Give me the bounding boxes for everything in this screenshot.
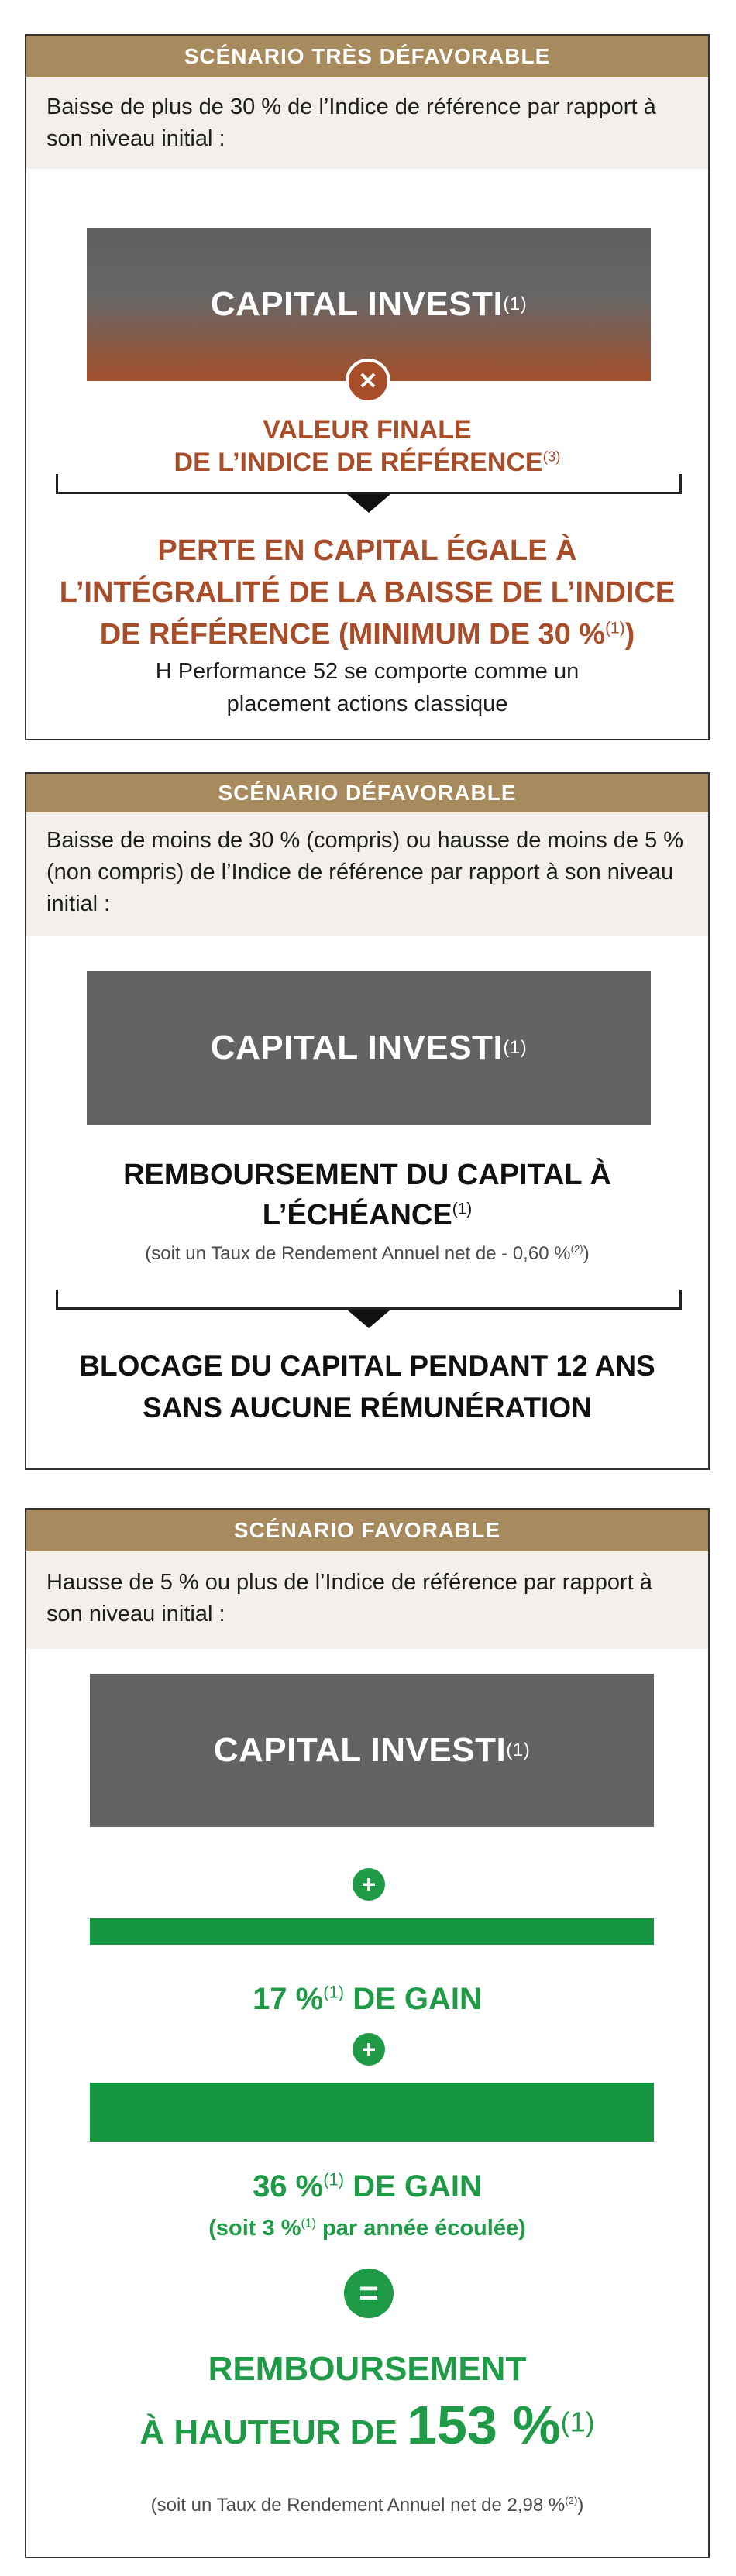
valeur-finale-label bbox=[26, 414, 708, 479]
valeur-line2-text: DE L’INDICE DE RÉFÉRENCE bbox=[174, 448, 543, 477]
scenario-header: SCÉNARIO TRÈS DÉFAVORABLE bbox=[26, 36, 708, 77]
capital-investi-box: CAPITAL INVESTI (1) bbox=[87, 228, 651, 381]
tra-close: ) bbox=[583, 1243, 590, 1264]
perte-en-capital-text bbox=[26, 530, 708, 655]
gain2-value: 36 % bbox=[253, 2169, 324, 2203]
tra-text: (soit un Taux de Rendement Annuel net de - 0,60 % bbox=[145, 1243, 571, 1264]
perte-close: ) bbox=[624, 618, 635, 651]
gain2-suffix: DE GAIN bbox=[344, 2169, 482, 2203]
taux-rendement-note bbox=[26, 2495, 708, 2516]
valeur-line1: VALEUR FINALE bbox=[263, 415, 472, 445]
scenario-header: SCÉNARIO DÉFAVORABLE bbox=[26, 774, 708, 812]
gain-bar-large bbox=[90, 2083, 654, 2142]
remb-line1: REMBOURSEMENT DU CAPITAL À bbox=[123, 1159, 611, 1191]
footnote-ref: (1) bbox=[323, 1982, 345, 2002]
footnote-ref: (1) bbox=[560, 2406, 595, 2438]
gain1-value: 17 % bbox=[253, 1982, 324, 2016]
blocage-line1: BLOCAGE DU CAPITAL PENDANT 12 ANS bbox=[79, 1350, 655, 1382]
result-value: 153 % bbox=[407, 2395, 561, 2455]
footnote-ref: (1) bbox=[452, 1200, 473, 1218]
plus-icon: + bbox=[353, 1868, 385, 1901]
remb-line2 bbox=[26, 1195, 708, 1235]
times-icon: ✕ bbox=[346, 359, 390, 404]
remboursement-hauteur bbox=[26, 2392, 708, 2465]
result-line2-pre: À HAUTEUR DE bbox=[139, 2413, 408, 2451]
blocage-line2: SANS AUCUNE RÉMUNÉRATION bbox=[143, 1392, 592, 1424]
scenario-description: Baisse de moins de 30 % (compris) ou hausse de moins de 5 % (non compris) de l’Indice de référence par rapport à son niveau initial : bbox=[26, 812, 708, 936]
capital-label: CAPITAL INVESTI bbox=[213, 1731, 507, 1769]
equals-icon: = bbox=[344, 2269, 394, 2318]
gain2-sub-post: par année écoulée) bbox=[315, 2216, 526, 2241]
gain-36-text bbox=[26, 2169, 708, 2204]
scenario-description: Hausse de 5 % ou plus de l’Indice de référence par rapport à son niveau initial : bbox=[26, 1551, 708, 1649]
capital-label: CAPITAL INVESTI bbox=[210, 1029, 504, 1066]
tra-text: (soit un Taux de Rendement Annuel net de 2,98 % bbox=[150, 2495, 566, 2516]
capital-label: CAPITAL INVESTI bbox=[210, 285, 504, 323]
perte-line1: PERTE EN CAPITAL ÉGALE À bbox=[157, 534, 577, 567]
capital-investi-box: CAPITAL INVESTI (1) bbox=[87, 971, 651, 1125]
gain-36-subtext bbox=[26, 2216, 708, 2241]
capital-investi-box: CAPITAL INVESTI (1) bbox=[90, 1674, 654, 1827]
gain2-sub-pre: (soit 3 % bbox=[208, 2216, 301, 2241]
gain1-suffix: DE GAIN bbox=[344, 1982, 482, 2016]
scenario-tres-defavorable-card bbox=[25, 34, 710, 740]
comment-line1: H Performance 52 se comporte comme un bbox=[155, 659, 580, 684]
footnote-ref: (2) bbox=[565, 2495, 578, 2506]
taux-rendement-note bbox=[26, 1243, 708, 1265]
remb-line2-text: L’ÉCHÉANCE bbox=[262, 1199, 452, 1231]
down-arrow-icon bbox=[347, 1310, 390, 1328]
comment-line2: placement actions classique bbox=[226, 692, 508, 716]
scenario-description: Baisse de plus de 30 % de l’Indice de référence par rapport à son niveau initial : bbox=[26, 77, 708, 169]
remboursement-result bbox=[26, 2346, 708, 2392]
bracket bbox=[56, 474, 682, 494]
blocage-text bbox=[26, 1345, 708, 1429]
footnote-ref: (1) bbox=[301, 2217, 316, 2231]
tra-close: ) bbox=[577, 2495, 584, 2516]
footnote-ref: (3) bbox=[542, 448, 561, 465]
comment-text bbox=[26, 655, 708, 720]
perte-line3 bbox=[26, 613, 708, 655]
result-line1: REMBOURSEMENT bbox=[208, 2350, 527, 2388]
perte-line3-text: DE RÉFÉRENCE (MINIMUM DE 30 % bbox=[99, 618, 606, 651]
perte-line2: L’INTÉGRALITÉ DE LA BAISSE DE L’INDICE bbox=[59, 576, 676, 609]
bracket bbox=[56, 1290, 682, 1310]
gain-17-text bbox=[26, 1982, 708, 2017]
gain-bar-small bbox=[90, 1918, 654, 1945]
footnote-ref: (1) bbox=[323, 2169, 345, 2190]
footnote-ref: (2) bbox=[570, 1243, 583, 1255]
scenario-defavorable-card bbox=[25, 772, 710, 1470]
down-arrow-icon bbox=[347, 494, 390, 513]
footnote-ref: (1) bbox=[605, 619, 625, 637]
scenario-header: SCÉNARIO FAVORABLE bbox=[26, 1510, 708, 1551]
remboursement-text bbox=[26, 1155, 708, 1235]
plus-icon: + bbox=[353, 2033, 385, 2066]
scenario-favorable-card bbox=[25, 1508, 710, 2558]
